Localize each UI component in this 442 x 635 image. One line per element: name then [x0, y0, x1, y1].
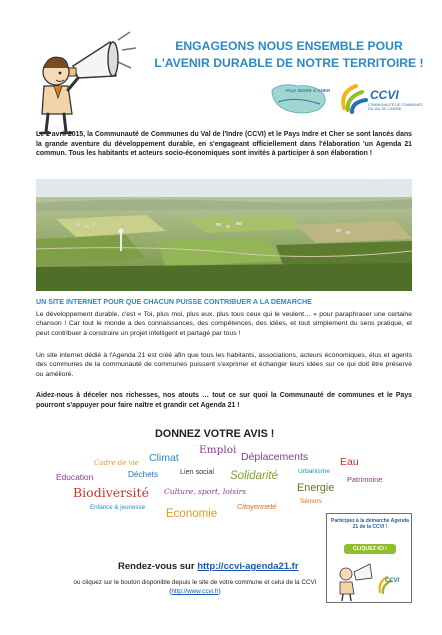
word-enfance-jeunesse: Enfance & jeunesse — [90, 504, 146, 511]
section-paragraph-1: Le développement durable, c'est « Toi, plus moi, plus eux, plus tous ceux qui le veulent… » pour paraphraser une certaine chanson ! Car tout le monde a des connaissances, des compétences, des idées, et tout simplement du sens pratique, et peut contribuer à construire un projet intelligent et partagé par tous ! — [36, 311, 412, 337]
ccvi-logo — [338, 80, 428, 116]
ou-cliquez-body: ou cliquez sur le bouton disponible depuis le site de votre commune et celui de la CCVI ( — [73, 579, 317, 595]
word-deplacements: Déplacements — [241, 451, 309, 463]
aerial-landscape-photo — [36, 179, 412, 291]
ccvi-swirl-icon — [338, 82, 368, 114]
word-lien-social: Lien social — [180, 467, 214, 476]
word-eau: Eau — [340, 456, 359, 468]
pays-logo-text: Pays INDRE & CHER — [286, 88, 331, 93]
word-education: Education — [56, 472, 94, 482]
word-solidarite: Solidarité — [230, 470, 278, 482]
headline — [148, 38, 430, 72]
donnez-votre-avis-heading: DONNEZ VOTRE AVIS ! — [155, 428, 275, 440]
promo-text: Participez à la démarche Agenda 21 de la CCVI ! — [331, 518, 409, 530]
word-emploi: Emploi — [199, 444, 237, 456]
participez-promo-box[interactable] — [326, 513, 412, 603]
word-dechets: Déchets — [128, 470, 159, 479]
rendez-vous-prefix: Rendez-vous sur — [118, 561, 198, 572]
headline-line-1: ENGAGEONS NOUS ENSEMBLE POUR — [175, 39, 403, 53]
word-culture-sport-loisirs: Culture, sport, loisirs — [164, 487, 247, 496]
word-biodiversite: Biodiversité — [73, 485, 149, 500]
pays-map-icon — [268, 80, 334, 116]
word-climat: Climat — [149, 452, 179, 464]
ccvi-website-link[interactable]: http://www.ccvi.fr — [171, 588, 219, 595]
word-energie: Energie — [297, 482, 335, 494]
word-citoyennete: Citoyenneté — [237, 502, 277, 511]
partner-logos — [268, 80, 428, 116]
ccvi-logo-text: CCVI — [370, 88, 399, 102]
word-economie: Economie — [166, 508, 218, 520]
ccvi-logo-subtitle: COMMUNAUTÉ DE COMMUNES DU VAL DE L'INDRE — [368, 103, 423, 111]
agenda21-link[interactable]: http://ccvi-agenda21.fr — [197, 561, 299, 572]
word-cadre-de-vie: Cadre de vie — [94, 459, 139, 467]
ou-cliquez-end: ) — [218, 588, 221, 595]
word-urbanisme: Urbanisme — [298, 468, 330, 475]
section-paragraph-3: Aidez-nous à déceler nos richesses, nos atouts … tout ce sur quoi la Communauté de communes et le Pays pourront s'appuyer pour faire naître et grandir cet Agenda 21 ! — [36, 392, 412, 409]
word-patrimoine: Patrimoine — [347, 475, 383, 484]
section-paragraph-2: Un site internet dédié à l'Agenda 21 est créé afin que tous les habitants, associations, acteurs économiques, élus et agents des communes de la communauté de communes puissent s'exprimer et échanger leurs idées sur ce qui doit être préservé ou amélioré. — [36, 352, 412, 378]
section-title: UN SITE INTERNET POUR QUE CHACUN PUISSE CONTRIBUER A LA DEMARCHE — [36, 298, 312, 306]
ou-cliquez-text — [70, 578, 320, 596]
pays-indre-cher-logo — [268, 80, 334, 116]
rendez-vous-line — [118, 561, 299, 572]
promo-ccvi-text: CCVI — [385, 578, 400, 584]
headline-line-2: L'AVENIR DURABLE DE NOTRE TERRITOIRE ! — [154, 56, 424, 70]
cliquez-ici-button[interactable]: CLIQUEZ ICI ! — [344, 544, 396, 554]
megaphone-mascot-illustration — [18, 28, 138, 138]
intro-paragraph: Le 2 avril 2015, la Communauté de Communes du Val de l'Indre (CCVI) et le Pays Indre et Cher se sont lancés dans la grande aventure du développement durable, en s'engageant officiellement dans l'élaboration 'un Agenda 21 commun. Tous les habitants et acteurs socio-économiques sont invités à participer à son élaboration ! — [36, 131, 412, 158]
promo-megaphone-mascot-icon — [332, 558, 378, 602]
word-seniors: Séniors — [300, 498, 322, 505]
